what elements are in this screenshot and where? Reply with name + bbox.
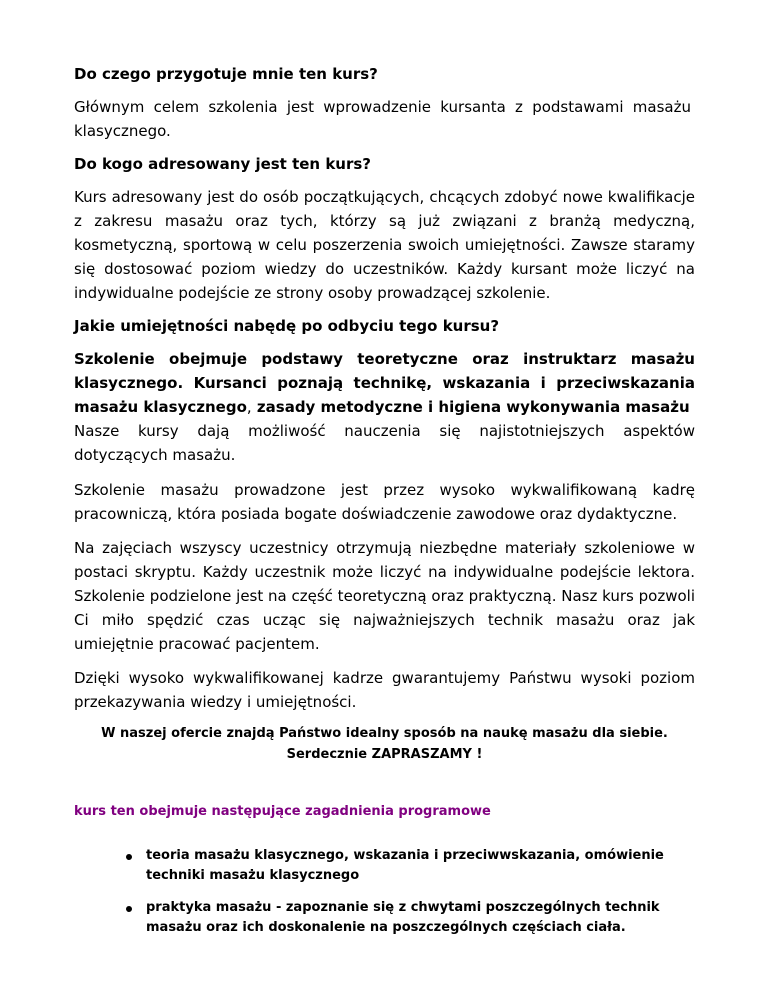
answer-audience: Kurs adresowany jest do osób początkujących, chcących zdobyć nowe kwalifikacje z zakresu masażu oraz tych, którzy są już związani z branżą medyczną, kosmetyczną, sportową w celu poszerzenia swoich umiejętności. Zawsze staramy się dostosować poziom wiedzy do uczestników. Każdy kursant może liczyć na indywidualne podejście ze strony osoby prowadzącej szkolenie. [74,188,695,302]
question-heading-preparation: Do czego przygotuje mnie ten kurs? [74,65,378,83]
spacer [74,765,695,801]
document-page [74,62,695,938]
skills-summary-comma: , [246,398,252,416]
list-item [74,846,695,886]
program-list [74,846,695,938]
program-item-text: praktyka masażu - zapoznanie się z chwytami poszczególnych technik masażu oraz ich doskonalenie na poszczególnych częściach ciała. [146,900,660,935]
offer-line-2: Serdecznie ZAPRASZAMY ! [286,747,483,762]
paragraph-materials: Na zajęciach wszyscy uczestnicy otrzymują niezbędne materiały szkoleniowe w postaci skryptu. Każdy uczestnik może liczyć na indywidualne podejście lektora. Szkolenie podzielone jest na część teoretyczną oraz praktyczną. Nasz kurs pozwoli Ci miło spędzić czas ucząc się najważniejszych technik masażu oraz jak umiejętnie pracować pacjentem. [74,539,695,653]
answer-preparation: Głównym celem szkolenia jest wprowadzenie kursanta z podstawami masażu klasycznego. [74,98,691,140]
paragraph-staff: Szkolenie masażu prowadzone jest przez wysoko wykwalifikowaną kadrę pracowniczą, która posiada bogate doświadczenie zawodowe oraz dydaktyczne. [74,481,695,523]
list-item [74,898,695,938]
skills-summary-part2: zasady metodyczne i higiena wykonywania masażu [251,398,690,416]
program-item-text: teoria masażu klasycznego, wskazania i przeciwwskazania, omówienie techniki masażu klasycznego [146,848,664,883]
bullet-icon [126,854,132,860]
question-heading-skills: Jakie umiejętności nabędę po odbyciu tego kursu? [74,317,500,335]
offer-line-1: W naszej ofercie znajdą Państwo idealny sposób na naukę masażu dla siebie. [101,726,668,741]
spacer [74,822,695,846]
skills-summary-part1: Szkolenie obejmuje podstawy teoretyczne oraz instruktarz masażu klasycznego. Kursanci poznają technikę, wskazania i przeciwskazania masażu klasycznego [74,350,695,416]
skills-summary [74,347,695,419]
bullet-icon [126,906,132,912]
question-heading-audience: Do kogo adresowany jest ten kurs? [74,155,372,173]
paragraph-quality: Dzięki wysoko wykwalifikowanej kadrze gwarantujemy Państwu wysoki poziom przekazywania wiedzy i umiejętności. [74,669,695,711]
answer-skills: Nasze kursy dają możliwość nauczenia się najistotniejszych aspektów dotyczących masażu. [74,422,695,464]
program-title: kurs ten obejmuje następujące zagadnienia programowe [74,804,491,819]
